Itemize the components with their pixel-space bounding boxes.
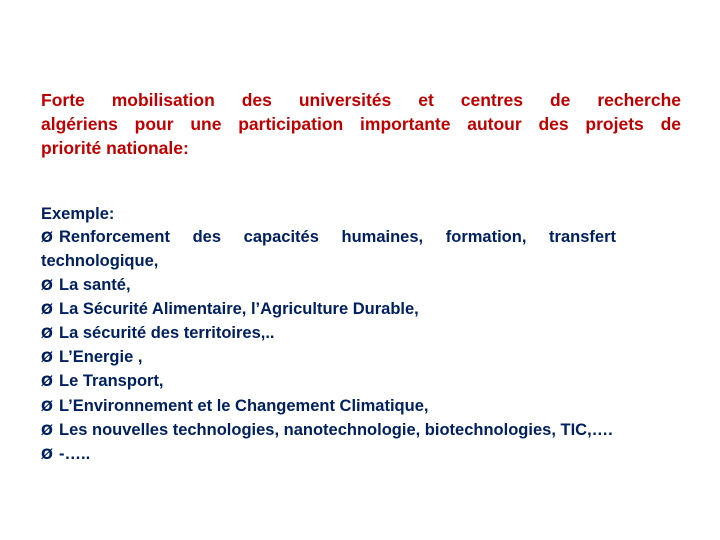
list-item-text: technologique, <box>41 252 159 271</box>
arrow-bullet-icon: Ø <box>41 230 53 247</box>
list-item <box>41 226 681 273</box>
list-item <box>41 346 681 370</box>
intro-line: algériens pour une participation importante autour des projets de <box>41 114 681 134</box>
list-item-text: La santé, <box>59 275 131 294</box>
list-item <box>41 419 681 443</box>
list-item-text: Renforcement des capacités humaines, formation, transfert <box>59 228 616 247</box>
arrow-bullet-icon: Ø <box>41 422 53 439</box>
intro-paragraph <box>41 88 681 160</box>
arrow-bullet-icon: Ø <box>41 277 53 294</box>
list-item-text: L’Environnement et le Changement Climatique, <box>59 396 429 415</box>
intro-line: Forte mobilisation des universités et centres de recherche <box>41 90 681 110</box>
example-list <box>41 226 681 467</box>
list-item-text: -….. <box>59 445 91 464</box>
arrow-bullet-icon: Ø <box>41 398 53 415</box>
arrow-bullet-icon: Ø <box>41 301 53 318</box>
list-item <box>41 395 681 419</box>
arrow-bullet-icon: Ø <box>41 447 53 464</box>
arrow-bullet-icon: Ø <box>41 350 53 367</box>
list-item <box>41 274 681 298</box>
intro-line: priorité nationale: <box>41 138 189 158</box>
example-block <box>41 203 681 467</box>
list-item <box>41 298 681 322</box>
example-label: Exemple: <box>41 205 115 223</box>
list-item <box>41 322 681 346</box>
list-item <box>41 443 681 467</box>
list-item-text: La Sécurité Alimentaire, l’Agriculture Durable, <box>59 299 419 318</box>
list-item-text: Le Transport, <box>59 372 164 391</box>
list-item-text: L’Energie , <box>59 348 143 367</box>
list-item-text: La sécurité des territoires,.. <box>59 324 275 343</box>
arrow-bullet-icon: Ø <box>41 326 53 343</box>
arrow-bullet-icon: Ø <box>41 374 53 391</box>
list-item <box>41 370 681 394</box>
list-item-text: Les nouvelles technologies, nanotechnologie, biotechnologies, TIC,…. <box>59 420 613 439</box>
